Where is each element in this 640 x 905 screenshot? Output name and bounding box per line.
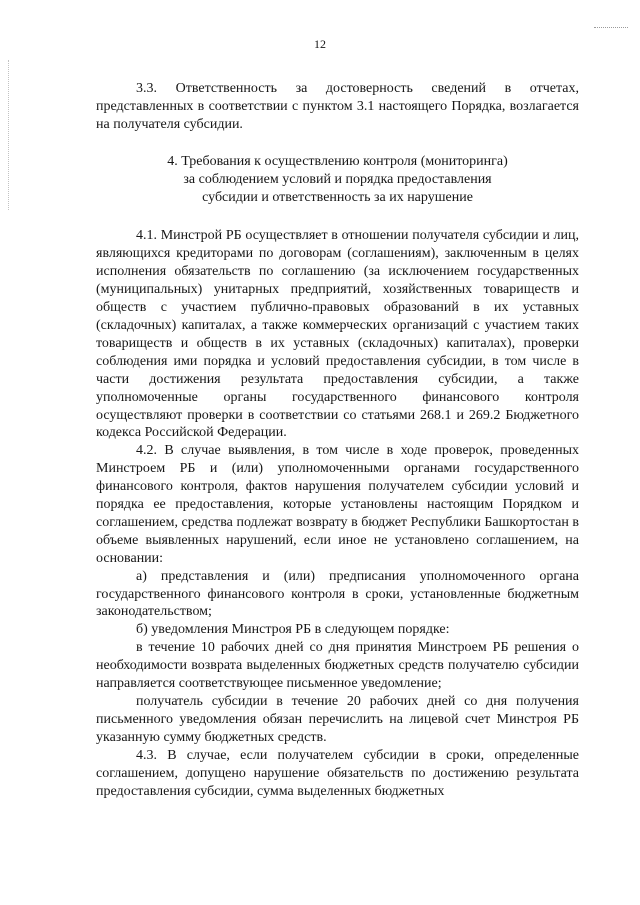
paragraph-4-2-b: б) уведомления Минстроя РБ в следующем порядке: xyxy=(136,622,450,638)
section-heading-line: 4. Требования к осуществлению контроля (мониторинга) xyxy=(167,153,508,169)
page-number: 12 xyxy=(314,37,326,51)
paragraph-4-2-b-step1: в течение 10 рабочих дней со дня принятия Минстроем РБ решения о необходимости возврата выделенных бюджетных средств получателю субсидии направляется соответствующее письменное уведомление; xyxy=(96,640,579,692)
paragraph-4-2-b-step2: получатель субсидии в течение 20 рабочих дней со дня получения письменного уведомления обязан перечислить на лицевой счет Минстроя РБ указанную сумму бюджетных средств. xyxy=(96,694,579,745)
document-body xyxy=(96,80,579,800)
paragraph-4-3: 4.3. В случае, если получателем субсидии в сроки, определенные соглашением, допущено нарушение обязательств по достижению результата предоставления субсидии, сумма выделенных бюджетных xyxy=(96,747,579,799)
paragraph-4-2: 4.2. В случае выявления, в том числе в ходе проверок, проведенных Минстроем РБ и (или) уполномоченными органами государственного финансового контроля, фактов нарушения получателем субсидии условий и порядка ее предоставления, которые установлены настоящим Порядком и соглашением, средства подлежат возврату в бюджет Республики Башкортостан в объеме выявленных нарушений, если иное не установлено соглашением, на основании: xyxy=(96,443,579,566)
section-heading xyxy=(96,153,579,207)
scan-edge-mark xyxy=(594,27,628,28)
paragraph-4-1: 4.1. Минстрой РБ осуществляет в отношении получателя субсидии и лиц, являющихся кредиторами по договорам (соглашениям), заключенным в целях исполнения обязательств по соглашению (за исключением государственных (муниципальных) унитарных предприятий, хозяйственных товариществ и обществ с участием публично-правовых образований в их уставных (складочных) капиталах, а также коммерческих организаций с участием таких товариществ и обществ в их уставных (складочных) капиталах), проверки соблюдения ими порядка и условий предоставления субсидии, в том числе в части достижения результата предоставления субсидии, а также уполномоченные органы государственного финансового контроля осуществляют проверки в соответствии со статьями 268.1 и 269.2 Бюджетного кодекса Российской Федерации. xyxy=(96,228,579,441)
section-heading-line: субсидии и ответственность за их нарушение xyxy=(202,189,473,205)
paragraph-4-2-a: а) представления и (или) предписания уполномоченного органа государственного финансового контроля в сроки, установленные бюджетным законодательством; xyxy=(96,568,579,620)
scan-margin-mark xyxy=(8,60,9,210)
section-heading-line: за соблюдением условий и порядка предоставления xyxy=(183,171,492,187)
paragraph-3-3: 3.3. Ответственность за достоверность сведений в отчетах, представленных в соответствии с пунктом 3.1 настоящего Порядка, возлагается на получателя субсидии. xyxy=(96,81,579,132)
